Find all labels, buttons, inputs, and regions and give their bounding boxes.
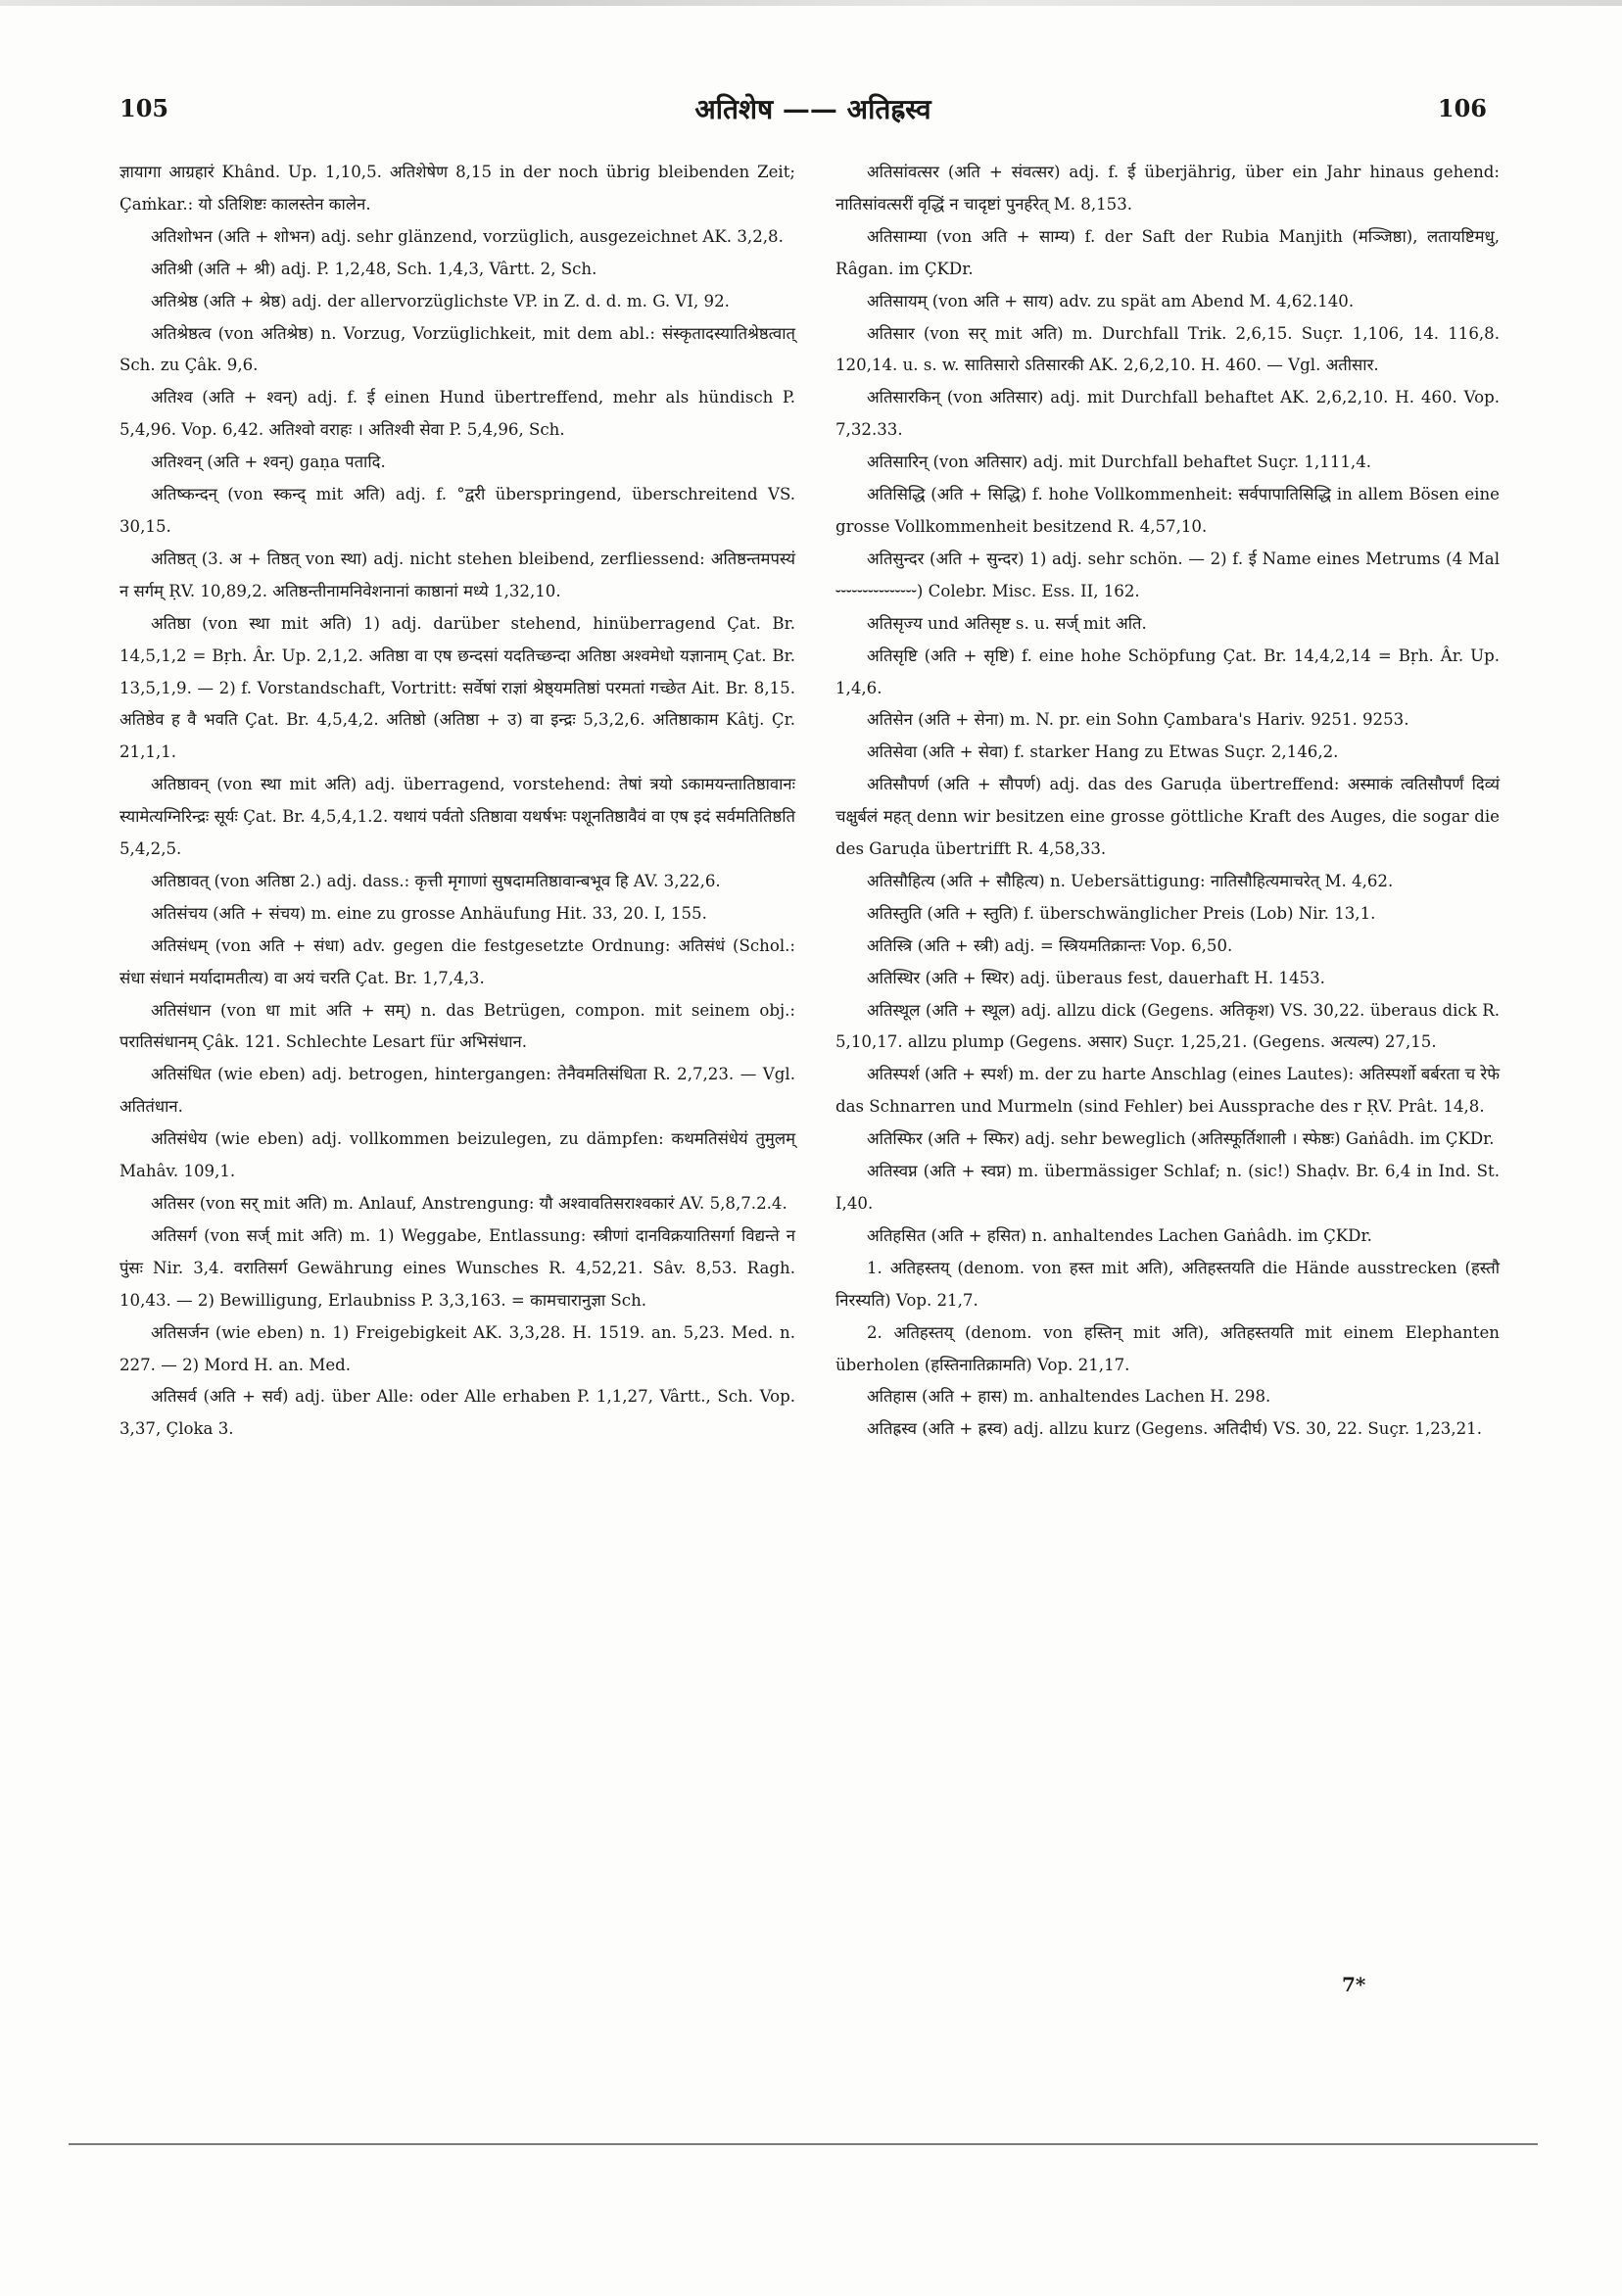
entry: अतिसंचय (अति + संचय) m. eine zu grosse Anhäufung Hit. 33, 20. I, 155. (151, 903, 707, 923)
entry: अतिष्ठावत् (von अतिष्ठा 2.) adj. dass.: कृत्ती मृगाणां सुषदामतिष्ठावान्बभूव हि AV. 3,22,6. (151, 871, 721, 890)
entry: अतिश्रेष्ठ (अति + श्रेष्ठ) adj. der allervorzüglichste VP. in Z. d. d. m. G. VI, 92. (151, 291, 730, 311)
entry: अतिसंधम् (von अति + संधा) adv. gegen die festgesetzte Ordnung: अतिसंधं (Schol.: संधा संधानं मर्यादामतीत्य) वा अयं चरति Çat. Br. 1,7,4,3. (119, 935, 795, 987)
entry: अतिश्व (अति + श्वन्) adj. f. ई einen Hund übertreffend, mehr als hündisch P. 5,4,96. Vop. 6,42. अतिश्वो वराहः । अतिश्वी सेवा P. 5,4,96, Sch. (119, 388, 795, 440)
entry: अतिसायम् (von अति + साय) adv. zu spät am Abend M. 4,62.140. (867, 291, 1355, 311)
entry: अतिस्थिर (अति + स्थिर) adj. überaus fest, dauerhaft H. 1453. (867, 968, 1325, 987)
entry: अतिसृष्टि (अति + सृष्टि) f. eine hohe Schöpfung Çat. Br. 14,4,2,14 = Bṛh. Âr. Up. 1,4,6. (835, 646, 1500, 697)
entry: अतिसुन्दर (अति + सुन्दर) 1) adj. sehr schön. — 2) f. ई Name eines Metrums (4 Mal ⏑⏑⏑⏑⏑⏑⏑⏑⏑⏑⏑⏑⏑⏑⏑) Colebr. Misc. Ess. II, 162. (835, 549, 1500, 600)
entry: अतिसंधित (wie eben) adj. betrogen, hintergangen: तेनैवमतिसंधिता R. 2,7,23. — Vgl. अतितंधान. (119, 1065, 795, 1117)
entry: अतिस्पर्श (अति + स्पर्श) m. der zu harte Anschlag (eines Lautes): अतिस्पर्शो बर्बरता च रेफे das Schnarren und Murmeln (sind Fehler) bei Aussprache des r ṚV. Prât. 14,8. (835, 1065, 1500, 1117)
page-header (0, 94, 1622, 133)
entry: 2. अतिहस्तय् (denom. von हस्तिन् mit अति), अतिहस्तयति mit einem Elephanten überholen (हस्तिनातिक्रामति) Vop. 21,17. (835, 1322, 1500, 1374)
entry: अतिश्री (अति + श्री) adj. P. 1,2,48, Sch. 1,4,3, Vârtt. 2, Sch. (151, 259, 597, 278)
entry: अतिस्फिर (अति + स्फिर) adj. sehr beweglich (अतिस्फूर्तिशाली । स्फेष्ठः) Gaṅâdh. im ÇKDr. (867, 1129, 1495, 1149)
entry: अतिहास (अति + हास) m. anhaltendes Lachen H. 298. (867, 1387, 1271, 1407)
entry: अतिसार (von सर् mit अति) m. Durchfall Trik. 2,6,15. Suçr. 1,106, 14. 116,8. 120,14. u. s. w. सातिसारो ऽतिसारकी AK. 2,6,2,10. H. 460. — Vgl. अतीसार. (835, 323, 1500, 375)
entry: अतिष्ठा (von स्था mit अति) 1) adj. darüber stehend, hinüberragend Çat. Br. 14,5,1,2 = Bṛh. Âr. Up. 2,1,2. अतिष्ठा वा एष छन्दसां यदतिच्छन्दा अतिष्ठा अश्वमेधो यज्ञानाम् Çat. Br. 13,5,1,9. — 2) f. Vorstandschaft, Vortritt: सर्वेषां राज्ञां श्रेष्ठ्यमतिष्ठां परमतां गच्छेत Ait. Br. 8,15. अतिष्ठेव ह वै भवति Çat. Br. 4,5,4,2. अतिष्ठो (अतिष्ठा + उ) वा इन्द्रः 5,3,2,6. अतिष्ठाकाम Kâtj. Çr. 21,1,1. (119, 613, 795, 762)
entry: अतिष्कन्दन् (von स्कन्द् mit अति) adj. f. °द्वरी überspringend, überschreitend VS. 30,15. (119, 485, 795, 536)
divider (69, 2143, 1538, 2145)
signature-mark: 7* (1342, 1973, 1366, 1996)
entry: अतिह्रस्व (अति + ह्रस्व) adj. allzu kurz (Gegens. अतिदीर्घ) VS. 30, 22. Suçr. 1,23,21. (867, 1419, 1483, 1439)
entry: अतिसर (von सर् mit अति) m. Anlauf, Anstrengung: यौ अश्वावतिसराश्वकारं AV. 5,8,7.2.4. (151, 1194, 787, 1213)
entry: अतिसर्जन (wie eben) n. 1) Freigebigkeit AK. 3,3,28. H. 1519. an. 5,23. Med. n. 227. — 2) Mord H. an. Med. (119, 1322, 795, 1374)
entry: अतिसंधान (von धा mit अति + सम्) n. das Betrügen, compon. mit seinem obj.: परातिसंधानम् Çâk. 121. Schlechte Lesart für अभिसंधान. (119, 1000, 795, 1052)
entry: अतिसांवत्सर (अति + संवत्सर) adj. f. ई überjährig, über ein Jahr hinaus gehend: नातिसांवत्सरीं वृद्धिं न चादृष्टां पुनर्हरेत् M. 8,153. (835, 163, 1500, 214)
entry: अतिसौपर्ण (अति + सौपर्ण) adj. das des Garuḍa übertreffend: अस्माकं त्वतिसौपर्णं दिव्यं चक्षुर्बलं महत् denn wir besitzen eine grosse göttliche Kraft des Auges, die sogar die des Garuḍa übertrifft R. 4,58,33. (835, 775, 1500, 859)
entry: अतिश्रेष्ठत्व (von अतिश्रेष्ठ) n. Vorzug, Vorzüglichkeit, mit dem abl.: संस्कृतादस्यातिश्रेष्ठत्वात् Sch. zu Çâk. 9,6. (119, 323, 795, 375)
entry: अतिसौहित्य (अति + सौहित्य) n. Uebersättigung: नातिसौहित्यमाचरेत् M. 4,62. (867, 871, 1394, 890)
entry: अतिसेन (अति + सेना) m. N. pr. ein Sohn Çambara's Hariv. 9251. 9253. (867, 710, 1409, 730)
scan-edge (0, 0, 1622, 6)
page-number-left: 105 (119, 94, 169, 122)
right-column (835, 157, 1500, 1446)
entry: अतिसारकिन् (von अतिसार) adj. mit Durchfall behaftet AK. 2,6,2,10. H. 460. Vop. 7,32.33. (835, 388, 1500, 440)
entry: अतिसर्व (अति + सर्व) adj. über Alle: oder Alle erhaben P. 1,1,27, Vârtt., Sch. Vop. 3,37, Çloka 3. (119, 1387, 795, 1439)
entry: अतिस्त्रि (अति + स्त्री) adj. = स्त्रियमतिक्रान्तः Vop. 6,50. (867, 935, 1233, 955)
entry: अतिसेवा (अति + सेवा) f. starker Hang zu Etwas Suçr. 2,146,2. (867, 742, 1339, 762)
entry: अतिहसित (अति + हसित) n. anhaltendes Lachen Gaṅâdh. im ÇKDr. (867, 1225, 1372, 1245)
entry: अतिसर्ग (von सर्ज् mit अति) m. 1) Weggabe, Entlassung: स्त्रीणां दानविक्रयातिसर्गा विद्यन्ते न पुंसः Nir. 3,4. वरातिसर्ग Gewährung eines Wunsches R. 4,52,21. Sâv. 8,53. Ragh. 10,43. — 2) Bewilligung, Erlaubniss P. 3,3,163. = कामचारानुज्ञा Sch. (119, 1225, 795, 1310)
entry: अतिश्वन् (अति + श्वन्) gaṇa पतादि. (151, 453, 386, 472)
entry: अतिस्तुति (अति + स्तुति) f. überschwänglicher Preis (Lob) Nir. 13,1. (867, 903, 1376, 923)
entry: अतिस्थूल (अति + स्थूल) adj. allzu dick (Gegens. अतिकृश) VS. 30,22. überaus dick R. 5,10,17. allzu plump (Gegens. असार) Suçr. 1,25,21. (Gegens. अत्यल्प) 27,15. (835, 1000, 1500, 1052)
entry: ज्ञायागा आग्रहारं Khând. Up. 1,10,5. अतिशेषेण 8,15 in der noch übrig bleibenden Zeit; Çaṁkar.: यो ऽतिशिष्टः कालस्तेन कालेन. (119, 163, 795, 214)
entry: अतिष्ठत् (3. अ + तिष्ठत् von स्था) adj. nicht stehen bleibend, zerfliessend: अतिष्ठन्तमपस्यं न सर्गम् ṚV. 10,89,2. अतिष्ठन्तीनामनिवेशनानां काष्ठानां मध्ये 1,32,10. (119, 549, 795, 600)
entry: अतिसारिन् (von अतिसार) adj. mit Durchfall behaftet Suçr. 1,111,4. (867, 453, 1372, 472)
page-number-right: 106 (1437, 94, 1487, 122)
entry: अतिसंधेय (wie eben) adj. vollkommen beizulegen, zu dämpfen: कथमतिसंधेयं तुमुलम् Mahâv. 109,1. (119, 1129, 795, 1181)
left-column (119, 157, 795, 1446)
running-head: अतिशेष —— अतिह्रस्व (694, 93, 931, 125)
entry: अतिसृज्य und अतिसृष्ट s. u. सर्ज् mit अति. (867, 613, 1147, 633)
entry: अतिष्ठावन् (von स्था mit अति) adj. überragend, vorstehend: तेषां त्रयो ऽकामयन्तातिष्ठावानः स्यामेत्यग्निरिन्द्रः सूर्यः Çat. Br. 4,5,4,1.2. यथायं पर्वतो ऽतिष्ठावा यथर्षभः पशूनतिष्ठावैवं वा एष इदं सर्वमतितिष्ठति 5,4,2,5. (119, 775, 795, 859)
entry: 1. अतिहस्तय् (denom. von हस्त mit अति), अतिहस्तयति die Hände ausstrecken (हस्तौ निरस्यति) Vop. 21,7. (835, 1258, 1500, 1310)
entry: अतिस्वप्न (अति + स्वप्न) m. übermässiger Schlaf; n. (sic!) Shaḍv. Br. 6,4 in Ind. St. I,40. (835, 1162, 1500, 1213)
entry: अतिसिद्धि (अति + सिद्धि) f. hohe Vollkommenheit: सर्वपापातिसिद्धि in allem Bösen eine grosse Vollkommenheit besitzend R. 4,57,10. (835, 485, 1500, 536)
entry: अतिशोभन (अति + शोभन) adj. sehr glänzend, vorzüglich, ausgezeichnet AK. 3,2,8. (151, 226, 784, 246)
entry: अतिसाम्या (von अति + साम्य) f. der Saft der Rubia Manjith (मञ्जिष्ठा), लतायष्टिमधु, Râgan. im ÇKDr. (835, 226, 1500, 278)
